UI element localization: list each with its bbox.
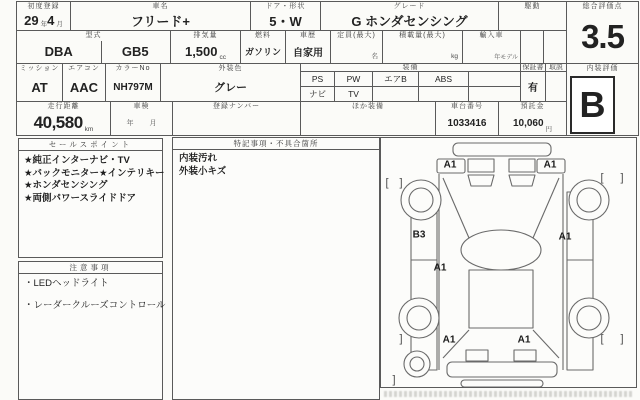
model-prefix: DBA (44, 44, 73, 59)
grade-value: G ホンダセンシング (351, 14, 468, 29)
sales-points-box (18, 138, 163, 258)
load-unit: kg (451, 53, 458, 60)
door-shape-cell (251, 2, 321, 31)
color-number-cell (106, 64, 161, 102)
history-cell (286, 31, 331, 64)
damage-mark: A1 (443, 159, 457, 171)
bracket-mark: ] (399, 333, 403, 345)
first-reg-year: 29 (24, 13, 39, 28)
transmission-label: ミッション (19, 65, 60, 72)
sales-points-title: セールスポイント (19, 139, 162, 151)
exterior-color-cell (161, 64, 301, 102)
first-reg-month: 4 (47, 13, 55, 28)
grade-label: グレード (393, 3, 426, 10)
equipment-blank-3 (419, 87, 469, 102)
transmission-cell (17, 64, 63, 102)
inspection-cell (111, 102, 173, 136)
model-code-value (17, 40, 170, 63)
displacement-label: 排気量 (193, 32, 218, 39)
exterior-color-label: 外装色 (218, 65, 243, 72)
import-model-year-note: 年モデル (494, 55, 518, 61)
other-equipment-cell (301, 102, 436, 136)
car-name-label: 車名 (152, 3, 169, 10)
history-label: 車歴 (300, 32, 316, 39)
damage-mark: A1 (558, 231, 572, 243)
displacement-number: 1,500 (184, 44, 218, 59)
inspection-month-unit: 月 (149, 120, 157, 127)
inspection-label: 車検 (133, 103, 150, 110)
warranty-header-cell (521, 64, 546, 72)
equipment-tv: TV (335, 87, 373, 102)
damage-mark: A1 (433, 262, 447, 274)
equipment-airbag: エアB (373, 72, 419, 87)
deposit-unit: 円 (545, 126, 553, 133)
drive-value (499, 11, 566, 30)
first-registration-value (17, 11, 70, 30)
import-car-label: 輸入車 (479, 32, 504, 39)
overall-score-value: 3.5 (581, 18, 624, 55)
other-equipment-label: ほか装備 (352, 103, 384, 110)
sales-point: ★両側パワースライドドア (24, 192, 136, 204)
chassis-number-value: 1033416 (447, 117, 487, 129)
bracket-mark: ] (392, 374, 396, 386)
model-divider (101, 41, 102, 63)
capacity-cell (331, 31, 383, 64)
chassis-number-label: 車台番号 (451, 103, 483, 110)
load-label: 積載量(最大) (399, 32, 446, 39)
warranty-label: 保証書 (522, 64, 544, 71)
sales-points-list (19, 151, 165, 209)
diagram-legend-blur (384, 391, 632, 397)
equipment-header-cell (301, 64, 521, 72)
import-checkbox-1 (521, 31, 544, 64)
drive-cell (499, 2, 567, 31)
damage-diagram-box (380, 137, 637, 388)
remarks-box (172, 137, 380, 400)
bracket-mark: [ (600, 333, 604, 345)
registration-number-cell (173, 102, 301, 136)
mileage-cell (17, 102, 111, 136)
transmission-value: AT (31, 79, 48, 95)
car-diagram-svg (381, 138, 636, 387)
overall-score-cell (567, 2, 639, 64)
door-shape-value: 5・W (269, 14, 302, 29)
sales-point: ★ホンダセンシング (24, 180, 108, 191)
warranty-value-cell (521, 72, 546, 102)
cautions-box (18, 261, 166, 400)
first-registration-cell (17, 2, 71, 31)
manual-label: 取説 (549, 64, 563, 71)
grade-cell (321, 2, 499, 31)
first-reg-year-unit: 年 (40, 21, 48, 28)
car-name-cell (71, 2, 251, 31)
first-registration-label: 初度登録 (27, 3, 60, 10)
cautions-list (19, 274, 166, 325)
drive-label: 駆動 (524, 3, 541, 10)
bracket-mark: [ (385, 177, 389, 189)
damage-mark: A1 (442, 334, 456, 346)
capacity-label: 定員(最大) (337, 32, 376, 39)
mileage-label: 走行距離 (47, 103, 80, 110)
import-checkbox-2 (544, 31, 567, 64)
manual-value (546, 72, 566, 101)
equipment-pw: PW (335, 72, 373, 87)
load-cell (383, 31, 463, 64)
equipment-blank-4 (469, 87, 521, 102)
registration-number-label: 登録ナンバー (212, 103, 261, 110)
import-car-cell (463, 31, 521, 64)
equipment-blank-2 (373, 87, 419, 102)
chassis-number-cell (436, 102, 499, 136)
sales-point: ★純正インターナビ・TV (24, 155, 130, 166)
damage-mark: A1 (543, 159, 557, 171)
deposit-number: 10,060 (512, 117, 544, 129)
door-shape-label: ドア・形状 (265, 3, 306, 10)
mileage-number: 40,580 (33, 113, 83, 132)
deposit-value (499, 111, 566, 135)
first-reg-month-unit: 月 (56, 21, 63, 28)
model-code-cell (17, 31, 171, 64)
color-number-value: NH797M (113, 81, 153, 93)
inspection-year-unit: 年 (126, 120, 134, 127)
registration-number-value (173, 111, 300, 135)
displacement-value (171, 40, 240, 63)
sales-point: ★バックモニター★インテリキー (24, 167, 165, 179)
car-name-value: フリード+ (130, 14, 191, 29)
remarks-title: 特記事項・不具合箇所 (173, 138, 379, 150)
deposit-cell (499, 102, 567, 136)
model-code-label: 型式 (85, 32, 102, 39)
displacement-cell (171, 31, 241, 64)
damage-mark: A1 (517, 334, 531, 346)
model-code: GB5 (121, 44, 149, 59)
inspection-value (111, 111, 172, 135)
deposit-label: 預託金 (520, 103, 545, 110)
remarks-list (173, 150, 379, 181)
color-number-label: カラーNo (115, 65, 151, 72)
mileage-value (17, 111, 110, 135)
equipment-abs: ABS (419, 72, 469, 87)
warranty-value: 有 (528, 83, 538, 94)
mileage-unit: km (84, 126, 94, 133)
equipment-blank-1 (469, 72, 521, 87)
history-value: 自家用 (293, 48, 323, 59)
aircon-cell (63, 64, 106, 102)
aircon-label: エアコン (68, 65, 100, 72)
caution-item: ・LEDヘッドライト (24, 278, 109, 289)
damage-mark: B3 (412, 229, 426, 241)
bracket-mark: ] (620, 172, 624, 184)
overall-score-label: 総合評価点 (582, 3, 623, 10)
capacity-unit: 名 (371, 53, 378, 60)
manual-value-cell (546, 72, 567, 102)
exterior-color-value: グレー (214, 82, 247, 94)
remark-item: 外装小キズ (179, 165, 227, 177)
cautions-title: 注意事項 (19, 262, 162, 274)
interior-grade-value: B (570, 76, 615, 134)
manual-header-cell (546, 64, 567, 72)
bracket-mark: [ (600, 172, 604, 184)
equipment-label: 装備 (402, 64, 419, 71)
vehicle-info-table (16, 1, 639, 136)
fuel-value: ガソリン (244, 47, 281, 57)
caution-item: ・レーダークルーズコントロール (24, 299, 166, 311)
other-equipment-value (301, 111, 435, 135)
interior-grade-label: 内装評価 (586, 65, 619, 72)
equipment-navi: ナビ (301, 87, 335, 102)
aircon-value: AAC (69, 79, 99, 95)
equipment-ps: PS (301, 72, 335, 87)
displacement-unit: cc (219, 54, 227, 61)
bracket-mark: ] (620, 333, 624, 345)
fuel-label: 燃料 (255, 32, 271, 39)
fuel-cell (241, 31, 286, 64)
interior-grade-cell (567, 64, 639, 136)
remark-item: 内装汚れ (179, 153, 218, 164)
bracket-mark: ] (399, 177, 403, 189)
